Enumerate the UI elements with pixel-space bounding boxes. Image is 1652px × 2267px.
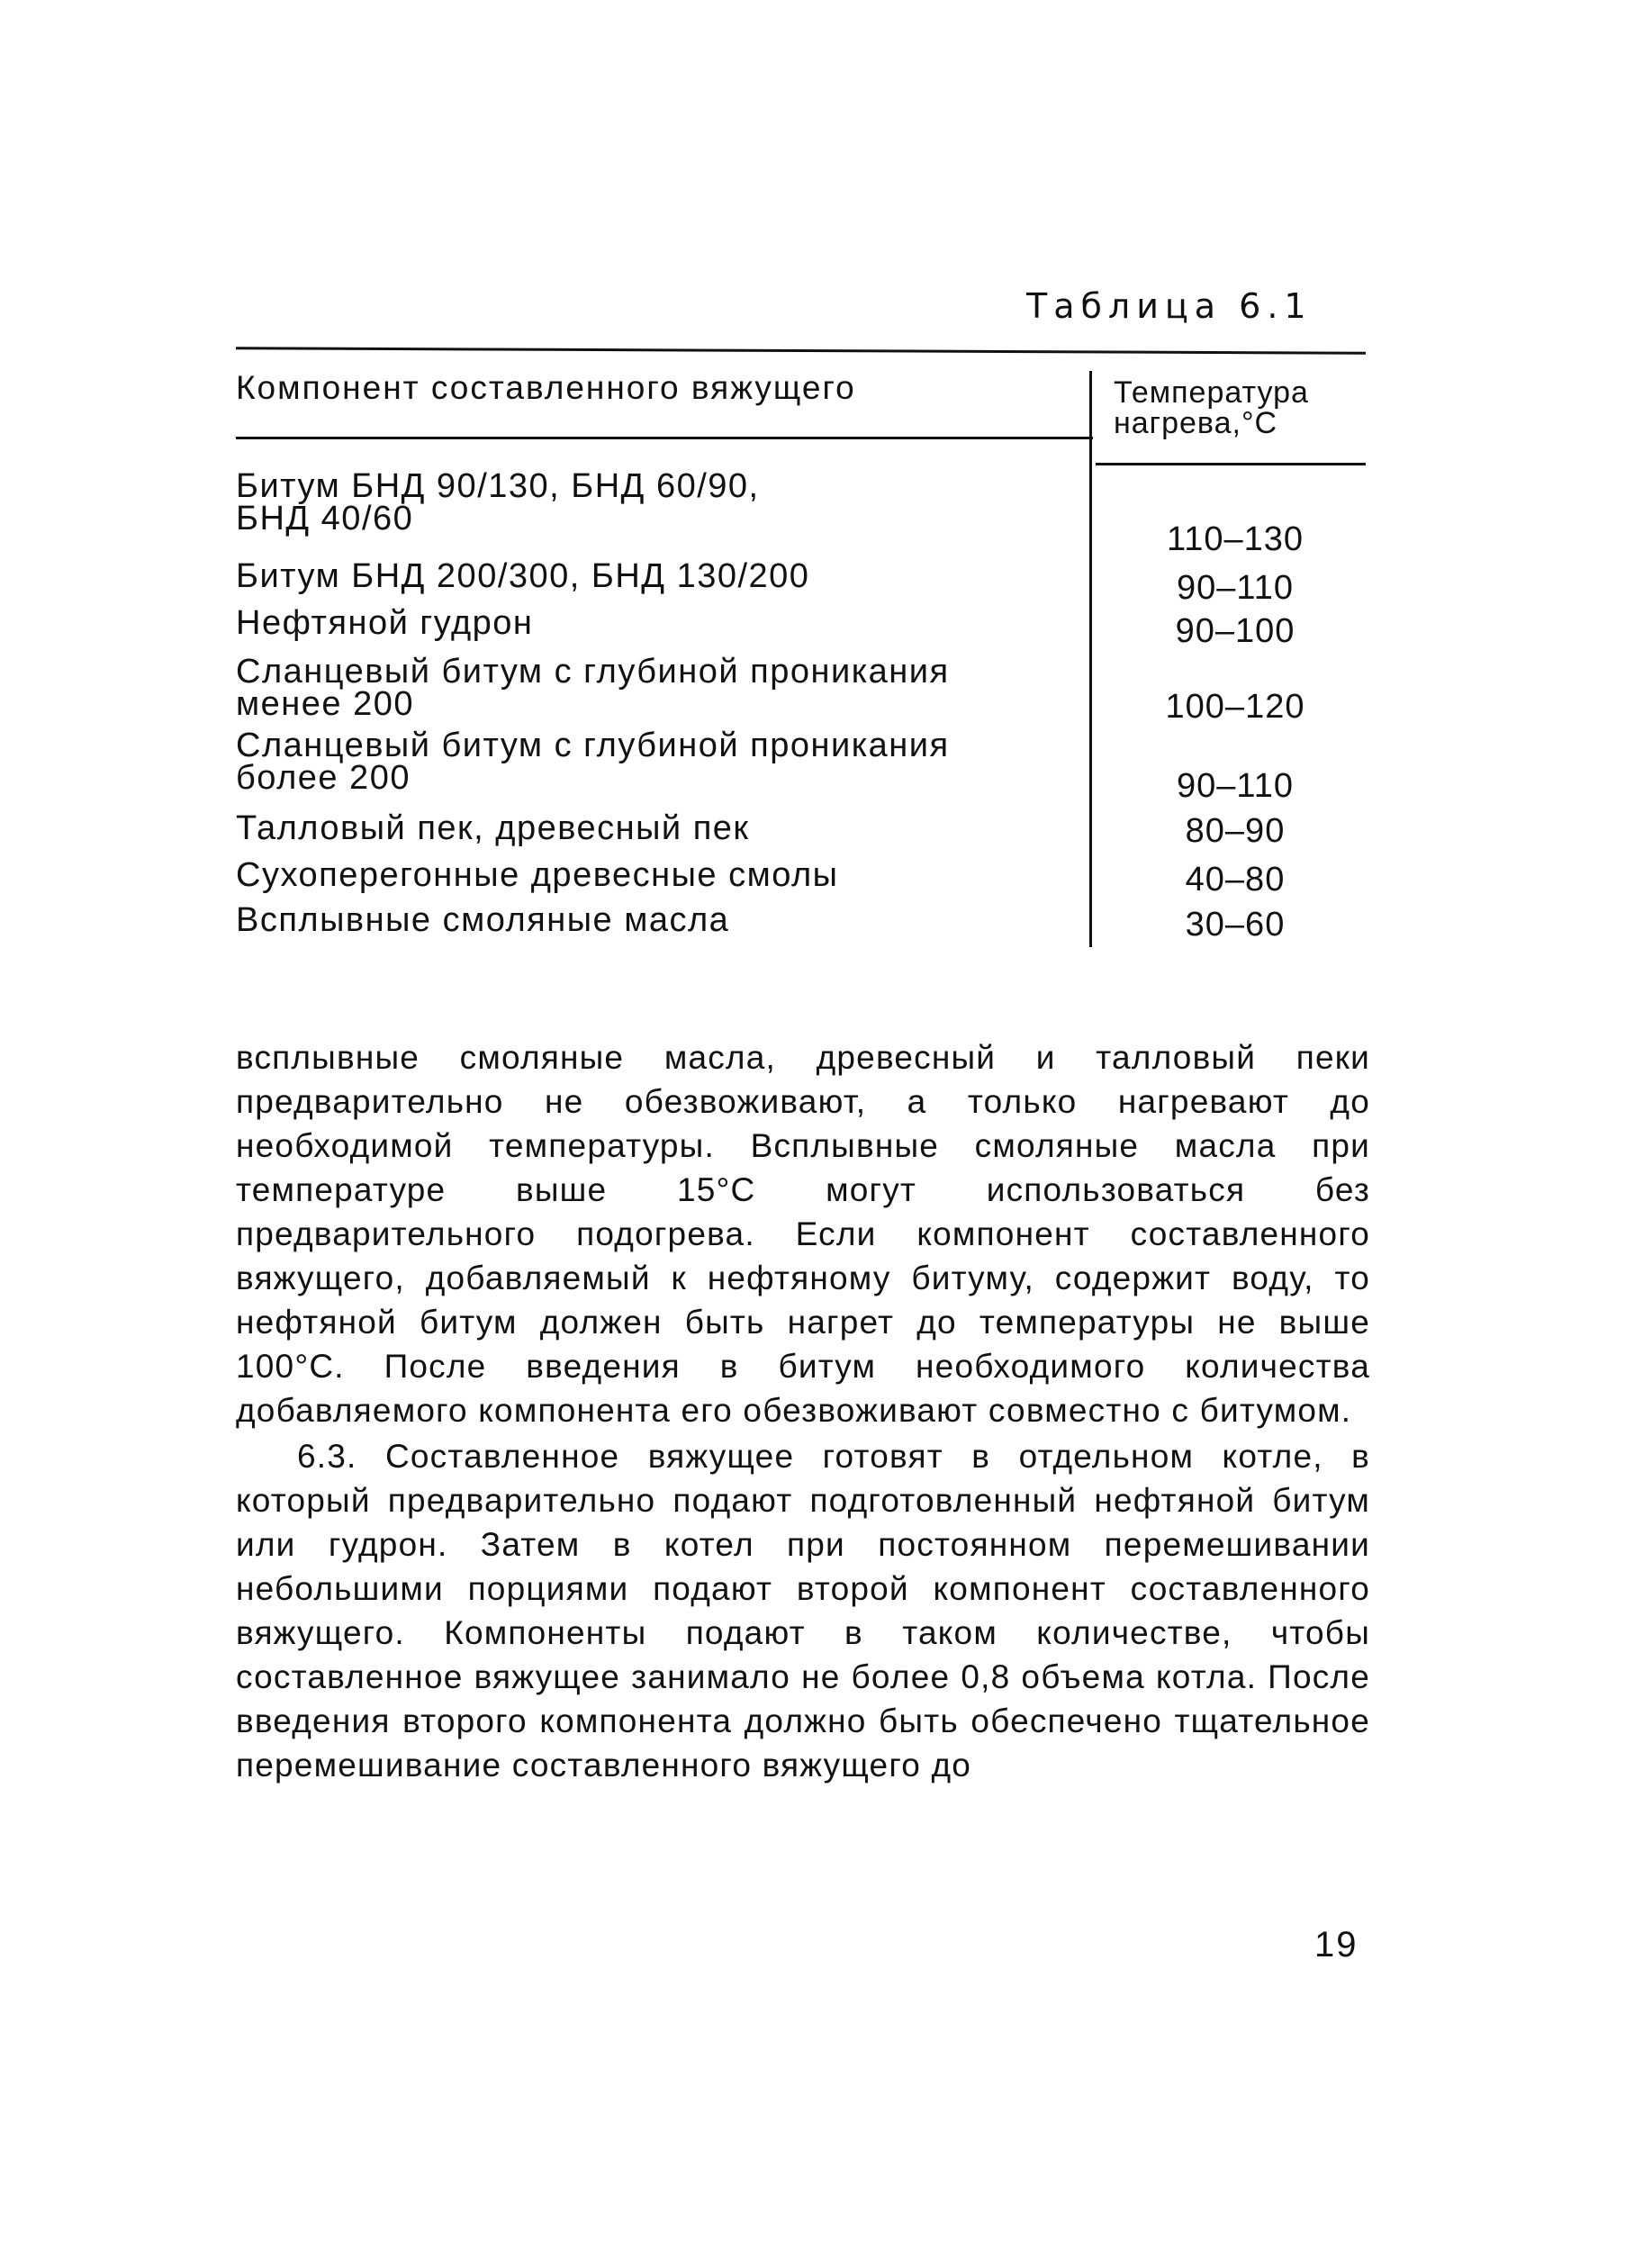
table-row-name: Всплывные смоляные масла (236, 901, 730, 939)
page-number: 19 (1314, 1925, 1359, 1964)
table-row-name: Сланцевый битум с глубиной проникания менее 200 (236, 653, 950, 723)
table-row-name: Сланцевый битум с глубиной проникания более 200 (236, 727, 950, 797)
table-row-temp: 40–80 (1185, 861, 1286, 899)
header-temperature-line1: Температура (1114, 375, 1309, 410)
paragraph-2: 6.3. Составленное вяжущее готовят в отдельном котле, в который предварительно подают подготовленный нефтяной битум или гудрон. Затем в котел при постоянном перемешивании небольшими порциями подают второй компонент составленного вяжущего. Компоненты подают в таком количестве, чтобы составленное вяжущее занимало не более 0,8 объема котла. После введения второго компонента должно быть обеспечено тщательное перемешивание составленного вяжущего до (236, 1438, 1370, 1784)
paragraph-1: всплывные смоляные масла, древесный и талловый пеки предварительно не обезвоживают, а только нагревают до необходимой температуры. Всплывные смоляные масла при температуре выше 15°С могут использоваться без предварительного подогрева. Если компонент составленного вяжущего, добавляемый к нефтяному битуму, содержит воду, то нефтяной битум должен быть нагрет до температуры не выше 100°С. После введения в битум необходимого количества добавляемого компонента его обезвоживают совместно с битумом. (236, 1039, 1370, 1429)
table-row-name: Нефтяной гудрон (236, 604, 534, 642)
table-row-temp: 110–130 (1166, 520, 1304, 558)
header-temperature-line2: нагрева,°С (1114, 406, 1278, 440)
header-bottom-rule-left (236, 437, 1093, 439)
components-table (236, 344, 1370, 947)
column-divider (1089, 371, 1092, 947)
table-row-name: Сухоперегонные древесные смолы (236, 856, 839, 894)
header-bottom-rule-right (1096, 463, 1366, 465)
table-row-temp: 90–110 (1177, 767, 1294, 805)
table-row-temp: 30–60 (1185, 906, 1286, 944)
table-row-temp: 90–110 (1177, 569, 1294, 607)
table-row-name: Битум БНД 200/300, БНД 130/200 (236, 557, 810, 595)
header-temperature (1114, 377, 1366, 438)
body-text (236, 1035, 1370, 1787)
table-row-temp: 80–90 (1185, 812, 1286, 850)
table-top-rule (236, 347, 1366, 354)
table-caption: Таблица 6.1 (1026, 286, 1313, 326)
table-row-temp: 100–120 (1165, 688, 1305, 726)
table-row-name: Битум БНД 90/130, БНД 60/90, БНД 40/60 (236, 467, 760, 537)
header-component: Компонент составленного вяжущего (236, 369, 856, 406)
table-row-temp: 90–100 (1175, 612, 1295, 650)
table-row-name: Талловый пек, древесный пек (236, 809, 750, 847)
